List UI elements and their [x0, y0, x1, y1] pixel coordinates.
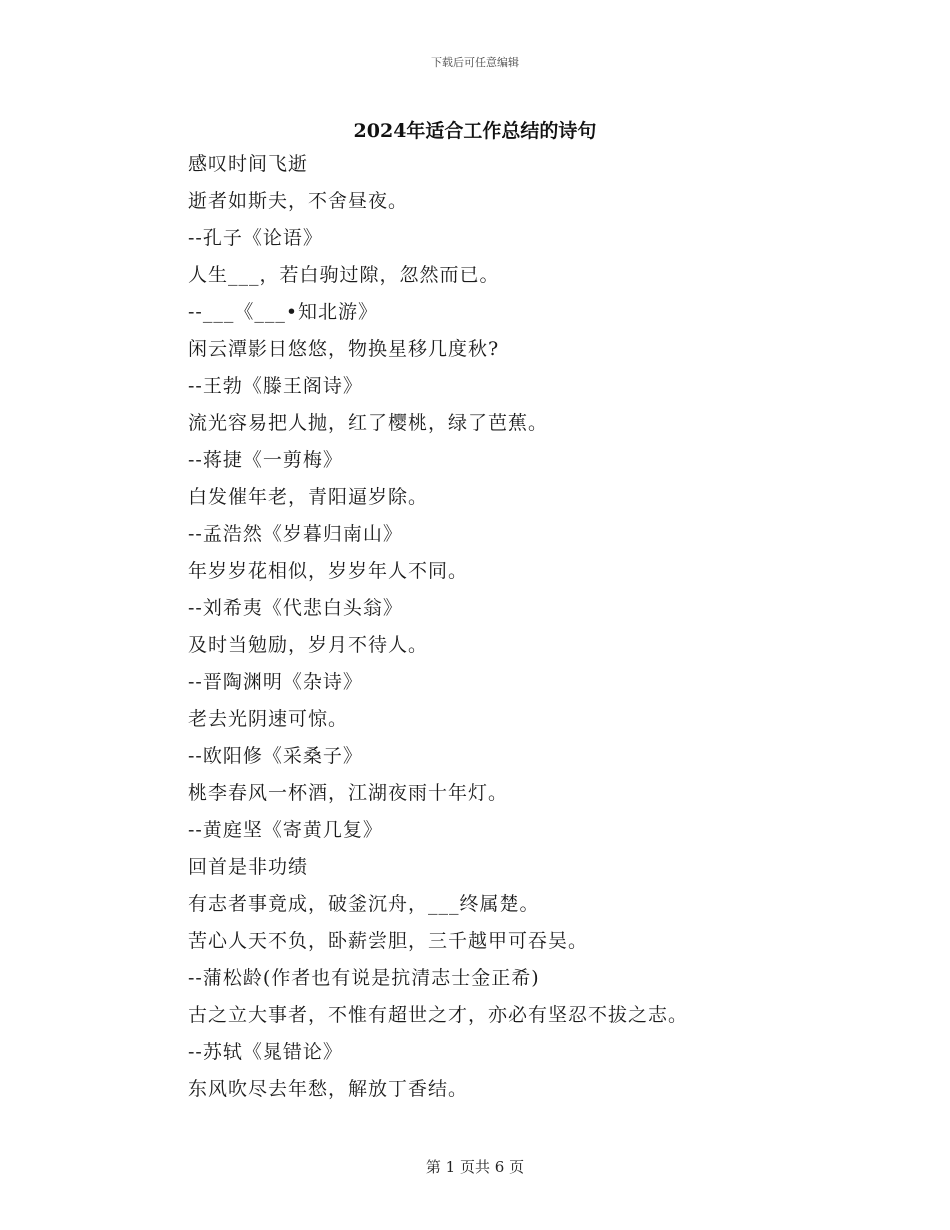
text-line: 白发催年老，青阳逼岁除。 — [188, 486, 429, 508]
text-line: 闲云潭影日悠悠，物换星移几度秋? — [188, 338, 500, 360]
document-body — [188, 146, 808, 1108]
text-line: 人生___，若白驹过隙，忽然而已。 — [188, 264, 500, 286]
text-line: 苦心人天不负，卧薪尝胆，三千越甲可吞吴。 — [188, 930, 589, 952]
text-line: --蒲松龄(作者也有说是抗清志士金正希) — [188, 967, 540, 989]
text-line: 及时当勉励，岁月不待人。 — [188, 634, 429, 656]
text-line: 逝者如斯夫，不舍昼夜。 — [188, 190, 409, 212]
text-line: --苏轼《晁错论》 — [188, 1041, 343, 1063]
page-header: 下载后可任意编辑 — [431, 56, 519, 69]
text-line: --晋陶渊明《杂诗》 — [188, 671, 363, 693]
text-line: --蒋捷《一剪梅》 — [188, 449, 343, 471]
text-line: 流光容易把人抛，红了樱桃，绿了芭蕉。 — [188, 412, 549, 434]
text-line: --孔子《论语》 — [188, 227, 323, 249]
document-title: 2024年适合工作总结的诗句 — [353, 120, 597, 142]
text-line: --___《___•知北游》 — [188, 301, 379, 323]
text-line: --黄庭坚《寄黄几复》 — [188, 819, 383, 841]
text-line: 感叹时间飞逝 — [188, 153, 309, 175]
page-footer: 第 1 页共 6 页 — [425, 1158, 525, 1176]
text-line: 古之立大事者，不惟有超世之才，亦必有坚忍不拔之志。 — [188, 1004, 689, 1026]
text-line: --欧阳修《采桑子》 — [188, 745, 363, 767]
text-line: 年岁岁花相似，岁岁年人不同。 — [188, 560, 469, 582]
text-line: 有志者事竟成，破釜沉舟，___终属楚。 — [188, 893, 540, 915]
text-line: 老去光阴速可惊。 — [188, 708, 349, 730]
text-line: 桃李春风一杯酒，江湖夜雨十年灯。 — [188, 782, 509, 804]
text-line: --刘希夷《代悲白头翁》 — [188, 597, 403, 619]
text-line: 东风吹尽去年愁，解放丁香结。 — [188, 1078, 469, 1100]
text-line: --孟浩然《岁暮归南山》 — [188, 523, 403, 545]
text-line: 回首是非功绩 — [188, 856, 309, 878]
text-line: --王勃《滕王阁诗》 — [188, 375, 363, 397]
